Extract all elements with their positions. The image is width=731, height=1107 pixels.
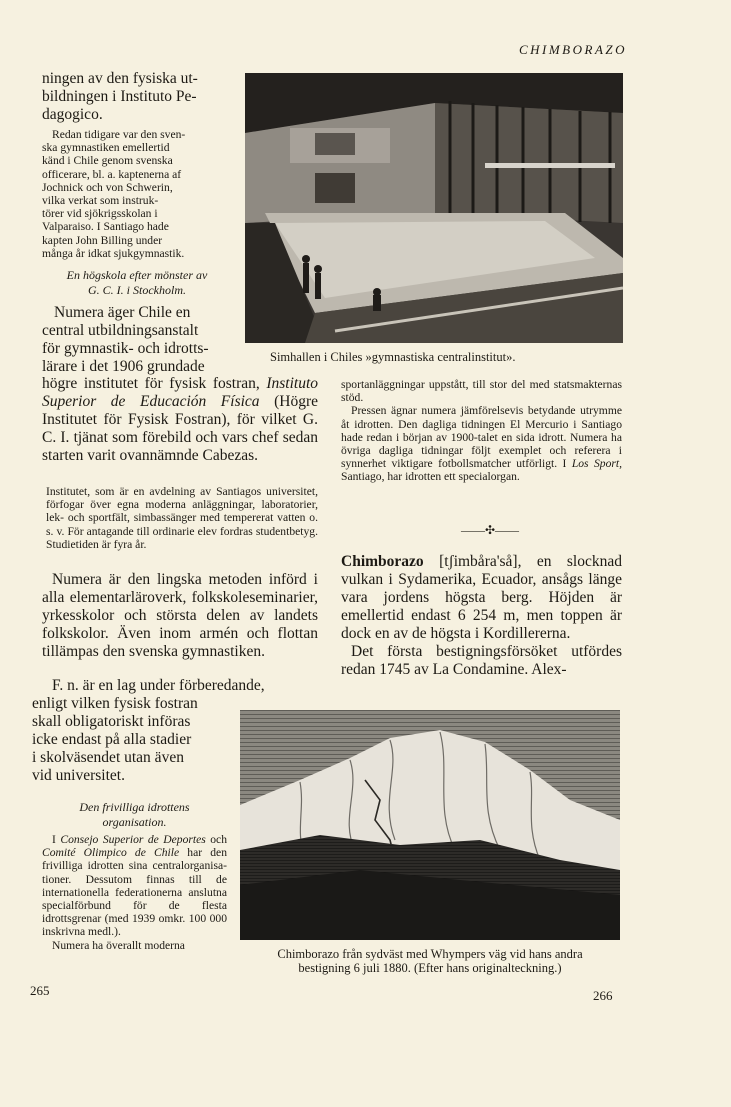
consejo-paragraph: I Consejo Superior de Deportes och Comité Olimpico de Chile har den frivilliga idrotten sina centralorganisationer. Dessutom finnas till de internationella federationerna anslutna specialförbund för de flesta idrottsgrenar (med 1939 omkr. 100 000 inskrivna medl.). (42, 833, 227, 939)
line: Jochnick och von Schwerin, (42, 180, 173, 194)
chimborazo-illustration (240, 710, 620, 940)
caption-line: Chimborazo från sydväst med Whympers väg vid hans andra (277, 947, 583, 961)
line: Numera äger Chile en (54, 304, 191, 322)
paragraph-6-narrow (32, 695, 227, 785)
section-separator: ——✣—— (460, 523, 520, 537)
right-text-block (341, 378, 622, 484)
paragraph-4 (46, 485, 318, 551)
line: törer vid sjökrigsskolan i (42, 207, 158, 221)
line: Valparaiso. I Santiago hade (42, 220, 169, 234)
paragraph-1 (42, 70, 232, 124)
line: G. C. I. i Stockholm. (88, 283, 186, 298)
line: central utbildningsanstalt (42, 322, 199, 340)
line: icke endast på alla stadier (32, 731, 192, 748)
line: vilka verkat som instruk- (42, 194, 159, 208)
line: En högskola efter mönster av (66, 268, 208, 283)
chimborazo-caption (240, 947, 620, 975)
line: skall obligatoriskt införas (32, 713, 191, 730)
sport-facilities-paragraph: sportanläggningar uppstått, till stor del med statsmakternas stöd. (341, 378, 622, 405)
line: officerare, bl. a. kaptenerna af (42, 167, 182, 181)
subheading-hogskola (42, 268, 232, 298)
subheading-frivilliga (42, 800, 227, 830)
line: vid universitet. (32, 767, 125, 784)
press-paragraph: Pressen ägnar numera jämförelsevis betydande utrymme åt idrotten. Den dagliga tidningen El Mercurio i Santiago hade redan i början av 1900-talet en sida idrott. Numera ha övriga dagliga tidningar följt exemplet och refererа i synnerhet viktigare fotbollsmatcher utförligt. I Los Sport, Santiago, har idrotten ett specialorgan. (341, 404, 622, 484)
line: Redan tidigare var den sven- (52, 128, 186, 141)
pool-photo-caption: Simhallen i Chiles »gymnastiska centralinstitut». (270, 350, 516, 364)
paragraph-3-continued (42, 375, 318, 465)
institute-paragraph: högre institutet för fysisk fostran, Instituto Superior de Educación Física (Högre Institutet för Fysisk Fostran), för vilket G. C. I. tjänat som förebild och vars chef sedan starten varit ovannämnde Cabezas. (42, 375, 318, 464)
entry-body: [tʃimbåra'så], en slocknad vulkan i Sydamerika, Ecuador, ansågs länge vara jordens högsta berg. Höjden är emellertid endast 6 254 m, men toppen är dock en av de högsta i Kordillererna. (341, 553, 622, 642)
running-title: CHIMBORAZO (518, 42, 627, 57)
paragraph-2 (42, 128, 232, 260)
paragraph-7 (42, 833, 227, 952)
pool-hall-photo (245, 73, 623, 343)
line: ska gymnastiken emellertid (42, 141, 170, 155)
page-number-right: 266 (593, 988, 613, 1003)
line: i skolväsendet utan även (32, 749, 184, 766)
line: lärare i det 1906 grundade (42, 358, 205, 376)
line: många år idkat sjukgymnastik. (42, 246, 185, 260)
gymnastics-paragraph: Numera är den lingska metoden införd i alla elementarläroverk, folkskoleseminarier, yrkesskolor och största delen av landets folkskolor. Även inom armén och flottan tillämpas den svenska gymnastiken. (42, 571, 318, 660)
line: Den frivilliga idrottens (79, 800, 190, 814)
line: kapten John Billing under (42, 233, 163, 247)
line: organisation. (102, 815, 167, 829)
chimborazo-entry (341, 553, 622, 679)
paragraph-3-start (42, 304, 232, 376)
entry-heading: Chimborazo (341, 553, 424, 570)
left-column-top (42, 70, 232, 376)
paragraph-8: Numera ha överallt moderna (52, 938, 185, 952)
caption-line: bestigning 6 juli 1880. (Efter hans originalteckning.) (298, 961, 562, 975)
first-ascent-paragraph: Det första bestigningsförsöket utfördes redan 1745 av La Condamine. Alex- (341, 643, 622, 678)
page-number-left: 265 (30, 983, 50, 998)
line: bildningen i Instituto Pe- (42, 88, 197, 105)
line: känd i Chile genom svenska (42, 154, 173, 168)
line: ningen av den fysiska ut- (42, 70, 198, 87)
paragraph-6-start: F. n. är en lag under förberedande, (52, 677, 265, 694)
institute-details: Institutet, som är en avdelning av Santiagos universitet, förfogar över egna moderna anläggningar, laboratorier, lek- och sportfält, simbassänger med tempererat vatten o. s. v. För antagande till ordinarie elev fordras studentbetyg. Studietiden är fyra år. (46, 485, 318, 551)
line: för gymnastik- och idrotts- (42, 340, 209, 358)
line: dagogico. (42, 106, 103, 123)
line: enligt vilken fysisk fostran (32, 695, 198, 712)
paragraph-5 (42, 571, 318, 661)
